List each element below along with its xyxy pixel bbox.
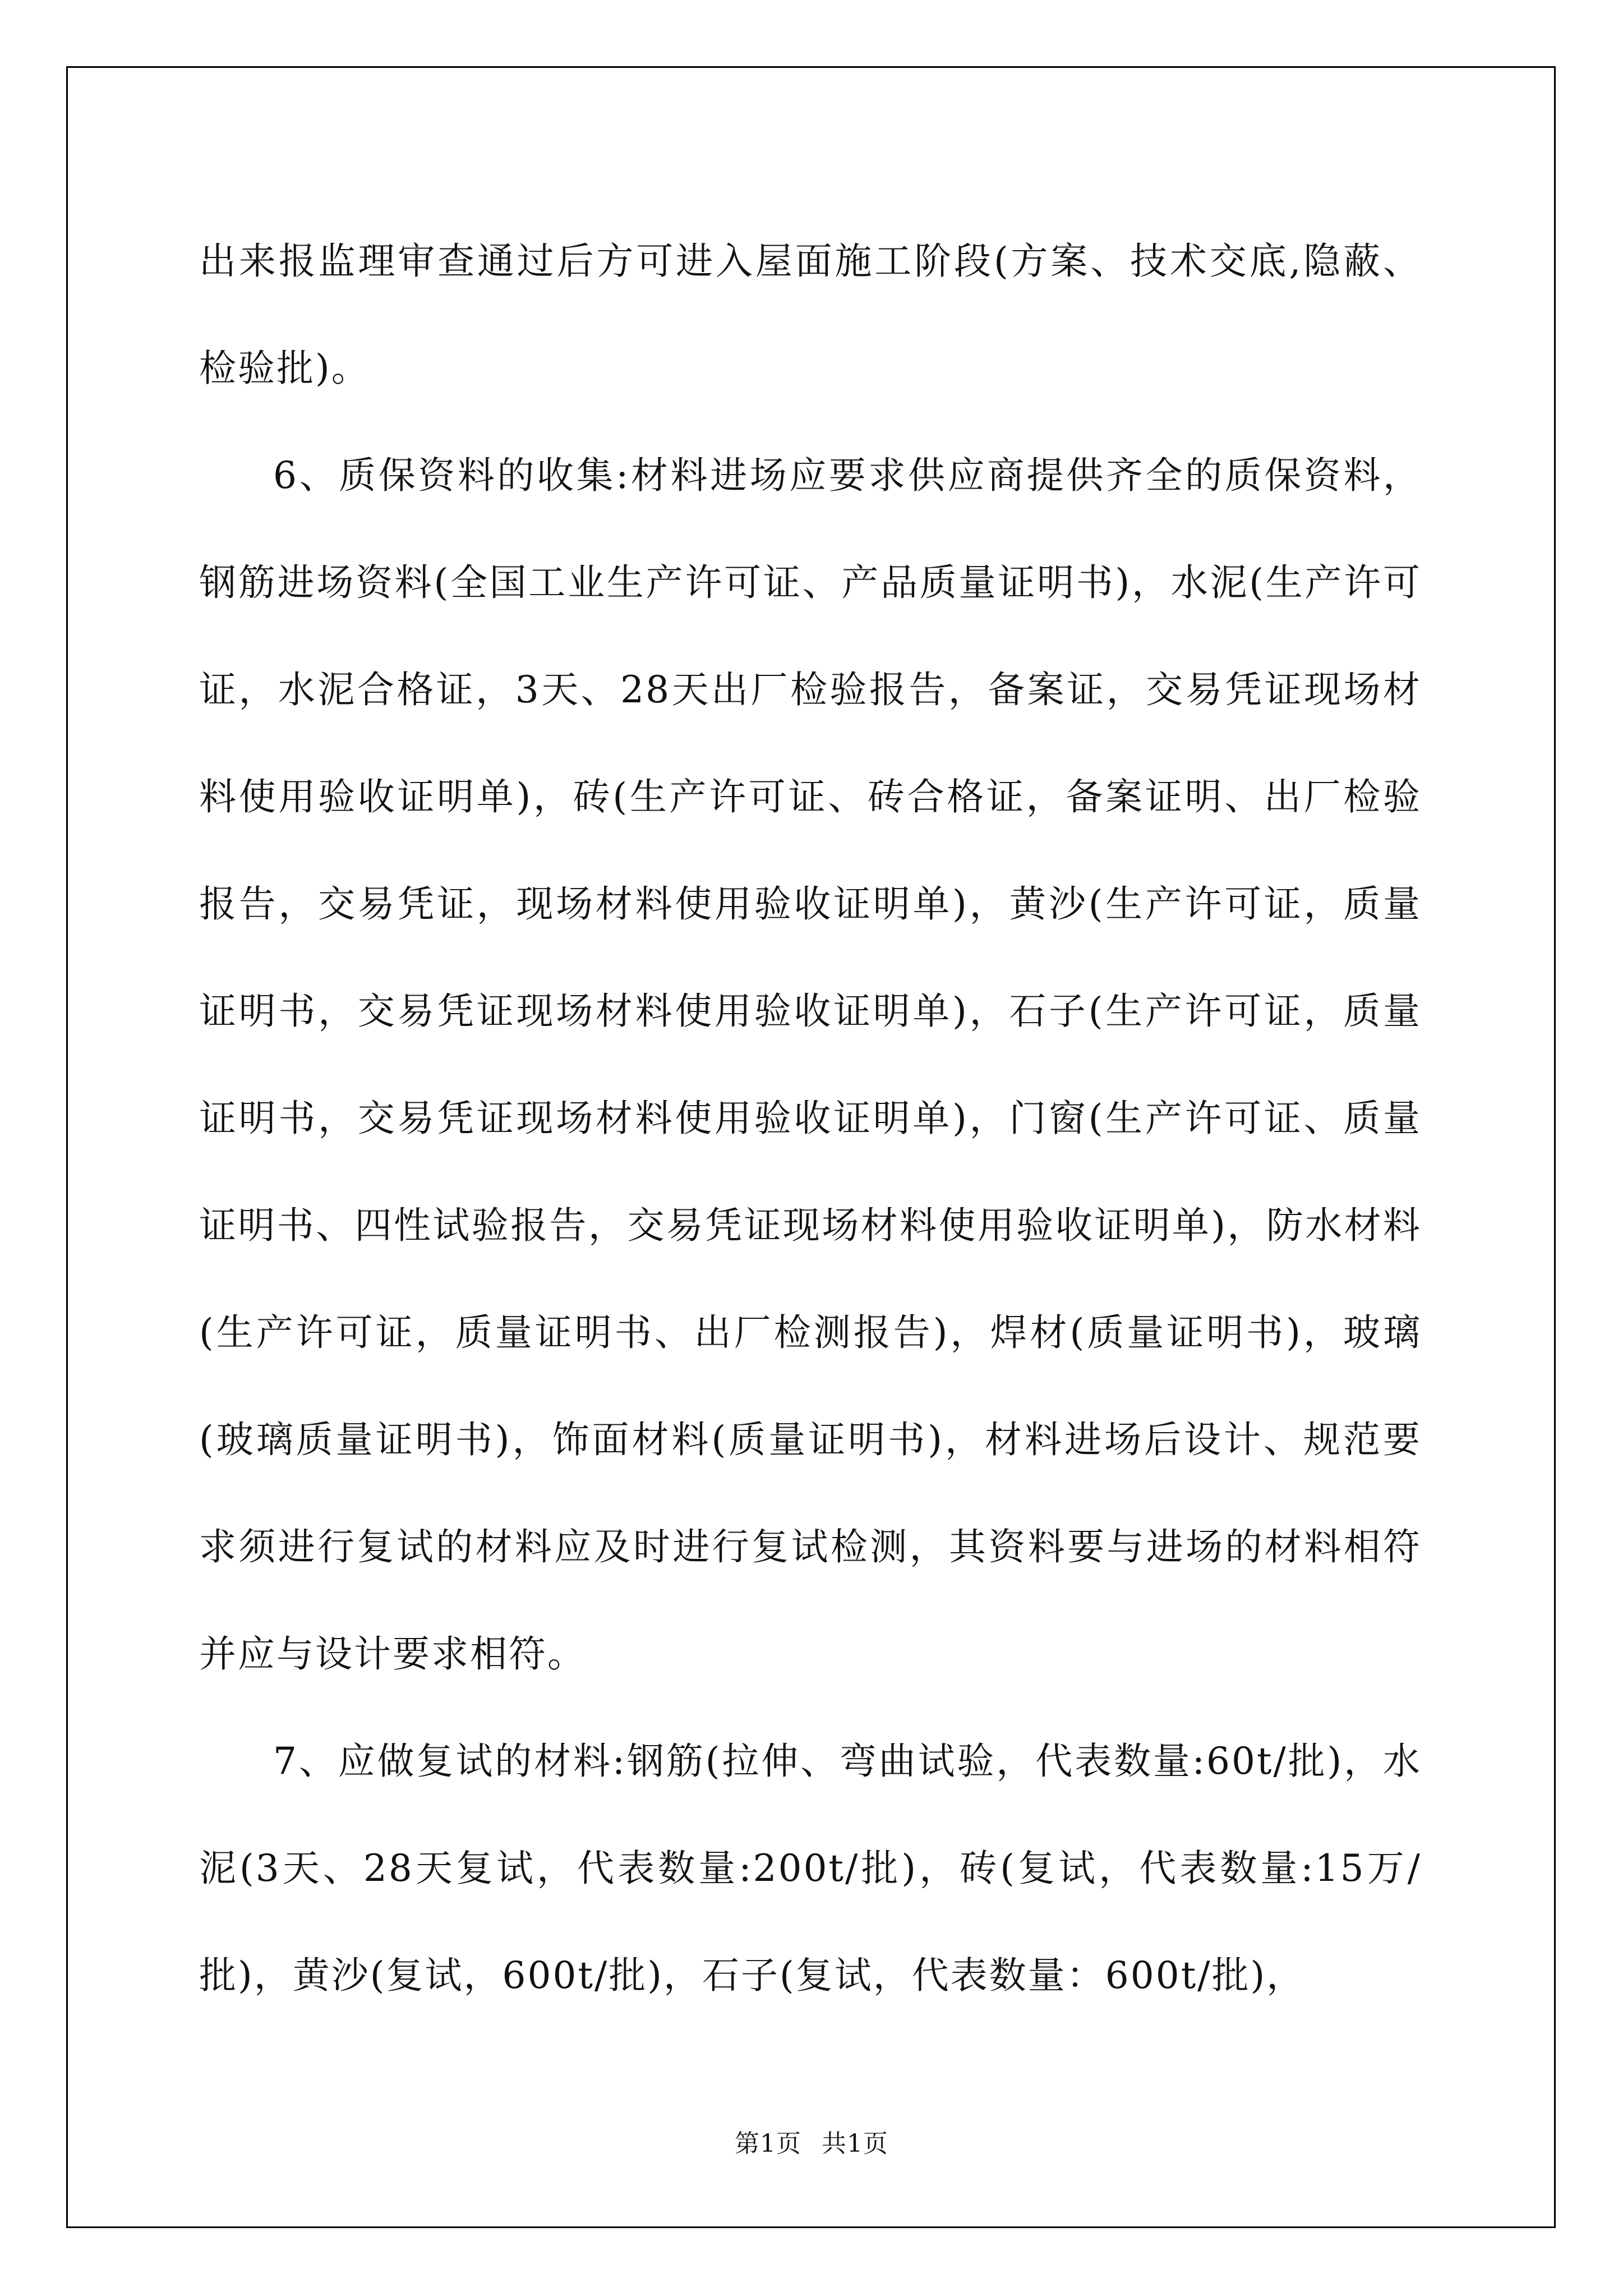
paragraph-2: 6、质保资料的收集:材料进场应要求供应商提供齐全的质保资料，钢筋进场资料(全国工业生产许可证、产品质量证明书)，水泥(生产许可证，水泥合格证，3天、28天出厂检验报告，备案证，交易凭证现场材料使用验收证明单)，砖(生产许可证、砖合格证，备案证明、出厂检验报告，交易凭证，现场材料使用验收证明单)，黄沙(生产许可证，质量证明书，交易凭证现场材料使用验收证明单)，石子(生产许可证，质量证明书，交易凭证现场材料使用验收证明单)，门窗(生产许可证、质量证明书、四性试验报告，交易凭证现场材料使用验收证明单)，防水材料(生产许可证，质量证明书、出厂检测报告)，焊材(质量证明书)，玻璃(玻璃质量证明书)，饰面材料(质量证明书)，材料进场后设计、规范要求须进行复试的材料应及时进行复试检测，其资料要与进场的材料相符并应与设计要求相符。	[199, 454, 1422, 1676]
paragraph-1: 出来报监理审查通过后方可进入屋面施工阶段(方案、技术交底,隐蔽、检验批)。	[199, 240, 1422, 390]
page-number-total: 共1页	[822, 2129, 888, 2158]
paragraph-3: 7、应做复试的材料:钢筋(拉伸、弯曲试验，代表数量:60t/批)，水泥(3天、28天复试，代表数量:200t/批)，砖(复试，代表数量:15万/批)，黄沙(复试，600t/批)，石子(复试，代表数量：600t/批)，	[199, 1740, 1422, 1997]
page-number-current: 第1页	[735, 2129, 801, 2158]
page-footer	[0, 2123, 1623, 2159]
document-body	[199, 208, 1422, 2029]
